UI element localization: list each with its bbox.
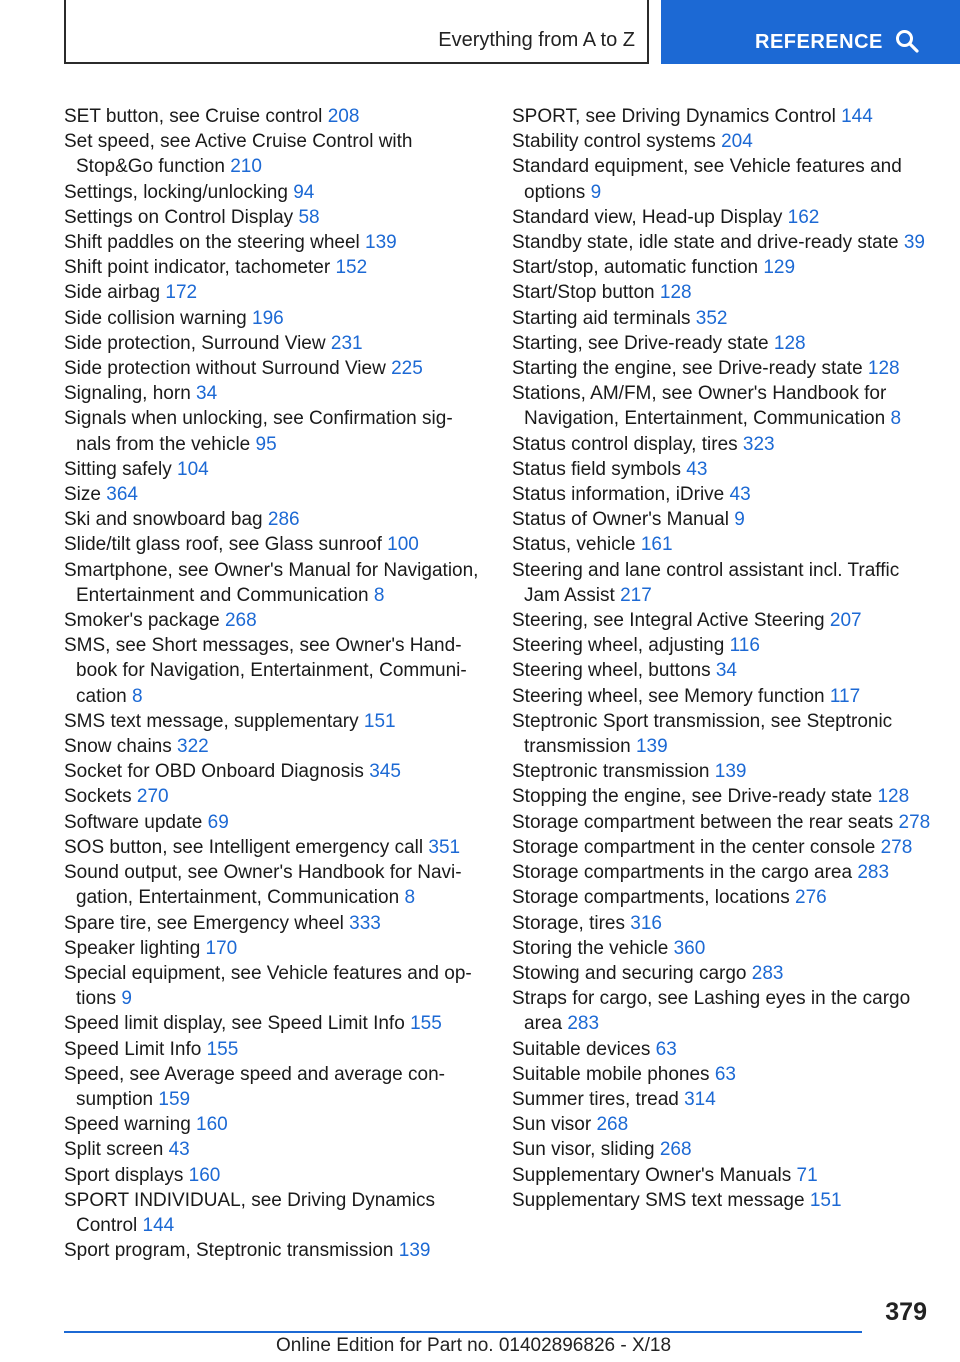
index-term: Sun visor, sliding [512, 1139, 655, 1161]
header-section-box [64, 0, 649, 64]
index-term: Sun visor [512, 1114, 592, 1136]
page-link[interactable]: 151 [363, 710, 396, 732]
page-link[interactable]: 160 [188, 1164, 221, 1186]
page-link[interactable]: 34 [196, 383, 218, 405]
page-link[interactable]: 268 [596, 1114, 629, 1136]
index-term: Ski and snowboard bag [64, 509, 263, 531]
page-link[interactable]: 9 [121, 988, 132, 1010]
index-entry [512, 280, 932, 305]
page-link[interactable]: 9 [590, 181, 602, 203]
index-term: Special equipment, see Vehicle features and op-tions [64, 962, 472, 1010]
page-link[interactable]: 69 [207, 811, 229, 833]
page-link[interactable]: 276 [795, 887, 827, 909]
index-entry [512, 1062, 932, 1087]
index-entry [64, 1137, 484, 1162]
page-link[interactable]: 314 [684, 1088, 716, 1110]
index-entry [512, 961, 932, 986]
index-term: Storing the vehicle [512, 937, 669, 959]
index-entry [64, 1062, 484, 1112]
index-term: SMS, see Short messages, see Owner's Hand-book for Navigation, Entertainment, Communi-cation [64, 635, 467, 707]
index-entry [64, 255, 484, 280]
page-link[interactable]: 333 [349, 912, 381, 934]
index-term: Shift point indicator, tachometer [64, 257, 331, 279]
page-link[interactable]: 364 [106, 484, 138, 506]
index-column-left [64, 104, 484, 1263]
index-term: Sitting safely [64, 458, 172, 480]
index-term: Settings, locking/unlocking [64, 181, 288, 203]
page-link[interactable]: 8 [404, 887, 416, 909]
page-link[interactable]: 360 [673, 937, 706, 959]
index-term: Steering, see Integral Active Steering [512, 610, 825, 632]
page-link[interactable]: 117 [829, 685, 861, 707]
index-term: Start/stop, automatic function [512, 257, 759, 279]
index-term: Signals when unlocking, see Confirmation sig-nals from the vehicle [64, 408, 453, 455]
index-entry [64, 709, 484, 734]
index-term: Signaling, horn [64, 383, 191, 405]
index-entry [64, 961, 484, 1011]
page-link[interactable]: 217 [620, 584, 652, 606]
index-entry [512, 154, 932, 204]
index-entry [512, 709, 932, 759]
index-entry [512, 936, 932, 961]
index-term: Storage compartment between the rear seats [512, 811, 894, 833]
index-term: SET button, see Cruise control [64, 106, 323, 127]
page-link[interactable]: 63 [655, 1038, 677, 1060]
page-link[interactable]: 323 [742, 433, 775, 455]
page-link[interactable]: 128 [659, 282, 692, 304]
index-entry [512, 1037, 932, 1062]
index-entry [64, 608, 484, 633]
index-entry [64, 205, 484, 230]
index-term: Side protection, Surround View [64, 332, 326, 354]
page-link[interactable]: 104 [177, 458, 209, 480]
index-term: Status, vehicle [512, 534, 636, 556]
index-term: Starting, see Drive-ready state [512, 332, 769, 354]
index-entry [64, 406, 484, 456]
page-link[interactable]: 161 [640, 534, 673, 556]
index-entry [512, 255, 932, 280]
index-entry [64, 280, 484, 305]
index-term: Status field symbols [512, 458, 681, 480]
index-entry [64, 860, 484, 910]
index-entry [64, 810, 484, 835]
index-entry [512, 457, 932, 482]
index-term: Status control display, tires [512, 433, 738, 455]
index-entry [64, 1037, 484, 1062]
index-entry [64, 532, 484, 557]
page-link[interactable]: 139 [365, 232, 397, 254]
page-link[interactable]: 151 [809, 1189, 842, 1211]
index-term: Starting the engine, see Drive-ready state [512, 358, 863, 380]
index-term: Steering wheel, buttons [512, 660, 711, 682]
reference-tab-label: REFERENCE [755, 31, 883, 53]
index-term: Storage, tires [512, 912, 625, 934]
index-entry [512, 1137, 932, 1162]
index-term: Stability control systems [512, 131, 716, 153]
index-term: Speed Limit Info [64, 1038, 202, 1060]
index-entry [512, 684, 932, 709]
page-link[interactable]: 8 [373, 584, 385, 606]
page-link[interactable]: 9 [734, 509, 745, 531]
index-entry [512, 230, 932, 255]
page-link[interactable]: 352 [695, 307, 728, 329]
index-entry [512, 1188, 932, 1213]
index-term: Standard view, Head-up Display [512, 206, 783, 228]
index-entry [64, 507, 484, 532]
index-term: Side protection without Surround View [64, 358, 386, 380]
page-link[interactable]: 162 [787, 206, 820, 228]
index-term: SPORT INDIVIDUAL, see Driving Dynamics Control [64, 1189, 435, 1236]
index-entry [512, 331, 932, 356]
page-link[interactable]: 207 [829, 610, 862, 632]
index-term: Straps for cargo, see Lashing eyes in the cargo area [512, 988, 911, 1035]
page-link[interactable]: 170 [205, 937, 238, 959]
index-entry [512, 104, 932, 129]
page-link[interactable]: 155 [206, 1038, 239, 1060]
index-term: Suitable devices [512, 1038, 651, 1060]
index-term: Steering wheel, see Memory function [512, 685, 825, 707]
index-entry [64, 1163, 484, 1188]
page-link[interactable]: 128 [773, 332, 806, 354]
index-term: Stations, AM/FM, see Owner's Handbook for Navigation, Entertainment, Communication [512, 383, 887, 430]
page-link[interactable]: 128 [867, 358, 900, 380]
index-entry [512, 129, 932, 154]
index-entry [64, 180, 484, 205]
index-term: Starting aid terminals [512, 307, 691, 329]
index-term: Spare tire, see Emergency wheel [64, 912, 344, 934]
page-link[interactable]: 100 [387, 534, 419, 556]
index-term: Speed warning [64, 1114, 191, 1136]
page-link[interactable]: 286 [267, 509, 300, 531]
page-link[interactable]: 316 [630, 912, 662, 934]
index-term: Speed, see Average speed and average con-sumption [64, 1063, 445, 1110]
page-link[interactable]: 351 [428, 836, 461, 858]
index-entry [64, 230, 484, 255]
index-entry [64, 911, 484, 936]
index-entry [64, 1188, 484, 1238]
page-link[interactable]: 95 [255, 433, 277, 455]
index-entry [64, 936, 484, 961]
index-term: Software update [64, 811, 203, 833]
index-entry [512, 558, 932, 608]
index-entry [64, 331, 484, 356]
index-term: Storage compartments, locations [512, 887, 790, 909]
index-entry [512, 532, 932, 557]
index-entry [512, 507, 932, 532]
edition-text: Online Edition for Part no. 01402896826 - X/18 [276, 1335, 672, 1356]
index-entry [512, 658, 932, 683]
page-link[interactable]: 63 [714, 1063, 736, 1085]
index-term: SPORT, see Driving Dynamics Control [512, 106, 836, 127]
page-link[interactable]: 225 [391, 358, 423, 380]
page-link[interactable]: 270 [136, 786, 169, 808]
index-entry [64, 104, 484, 129]
index-term: Steptronic Sport transmission, see Steptronic transmission [512, 710, 893, 758]
page-link[interactable]: 144 [142, 1214, 175, 1236]
index-entry [512, 784, 932, 809]
index-entry [64, 129, 484, 179]
index-entry [64, 356, 484, 381]
index-entry [512, 432, 932, 457]
page-link[interactable]: 58 [298, 206, 320, 228]
page-link[interactable]: 144 [841, 106, 873, 127]
section-title: Everything from A to Z [438, 29, 635, 51]
index-term: Socket for OBD Onboard Diagnosis [64, 761, 364, 783]
page-link[interactable]: 116 [729, 635, 760, 657]
index-entry [512, 306, 932, 331]
index-entry [64, 457, 484, 482]
reference-tab[interactable] [661, 0, 960, 64]
page-link[interactable]: 43 [729, 484, 751, 506]
index-term: Summer tires, tread [512, 1088, 679, 1110]
index-entry [512, 381, 932, 431]
index-entry [64, 759, 484, 784]
page-number: 379 [885, 1298, 927, 1326]
index-entry [512, 482, 932, 507]
index-entry [64, 1238, 484, 1263]
index-entry [512, 911, 932, 936]
index-term: Status information, iDrive [512, 484, 725, 506]
page-link[interactable]: 278 [898, 811, 931, 833]
page-link[interactable]: 155 [410, 1013, 442, 1035]
index-entry [64, 381, 484, 406]
page-link[interactable]: 159 [158, 1088, 191, 1110]
index-term: SOS button, see Intelligent emergency call [64, 836, 424, 858]
index-term: Sport program, Steptronic transmission [64, 1240, 394, 1262]
index-term: Stowing and securing cargo [512, 962, 747, 984]
index-entry [512, 986, 932, 1036]
index-term: Side airbag [64, 282, 161, 304]
page-link[interactable]: 283 [751, 962, 784, 984]
index-term: Speed limit display, see Speed Limit Info [64, 1013, 405, 1035]
index-entry [512, 356, 932, 381]
index-term: Sockets [64, 786, 132, 808]
index-entry [512, 810, 932, 835]
page-link[interactable]: 128 [877, 786, 910, 808]
index-term: Supplementary SMS text message [512, 1189, 805, 1211]
index-entry [64, 835, 484, 860]
page-link[interactable]: 71 [796, 1164, 818, 1186]
page-link[interactable]: 34 [715, 660, 737, 682]
page-link[interactable]: 8 [890, 408, 902, 430]
index-entry [512, 633, 932, 658]
index-term: Speaker lighting [64, 937, 201, 959]
index-entry [512, 1163, 932, 1188]
page-link[interactable]: 210 [230, 156, 262, 178]
index-entry [512, 835, 932, 860]
index-entry [512, 1087, 932, 1112]
index-term: Side collision warning [64, 307, 247, 329]
index-term: Settings on Control Display [64, 206, 294, 228]
page-link[interactable]: 196 [252, 307, 284, 329]
page-link[interactable]: 268 [659, 1139, 692, 1161]
page-link[interactable]: 43 [686, 458, 708, 480]
index-term: Size [64, 484, 101, 506]
index-term: Supplementary Owner's Manuals [512, 1164, 792, 1186]
index-term: Storage compartments in the cargo area [512, 862, 853, 884]
index-entry [512, 885, 932, 910]
page-link[interactable]: 172 [165, 282, 198, 304]
index-term: Steering and lane control assistant incl. Traffic Jam Assist [512, 559, 900, 606]
index-entry [512, 860, 932, 885]
index-column-right [512, 104, 932, 1213]
index-entry [64, 558, 484, 608]
footer-divider [64, 1331, 862, 1333]
index-entry [64, 784, 484, 809]
page-link[interactable]: 278 [880, 836, 913, 858]
page-link[interactable]: 283 [567, 1013, 600, 1035]
index-term: Status of Owner's Manual [512, 509, 729, 531]
page-link[interactable]: 160 [196, 1114, 228, 1136]
page-link[interactable]: 152 [335, 257, 368, 279]
page-link[interactable]: 208 [327, 106, 360, 127]
page-link[interactable]: 345 [369, 761, 401, 783]
index-term: Standard equipment, see Vehicle features and options [512, 156, 902, 203]
page-link[interactable]: 322 [177, 736, 209, 758]
index-entry [512, 1112, 932, 1137]
index-entry [64, 1112, 484, 1137]
page-link[interactable]: 139 [714, 761, 747, 783]
page-link[interactable]: 231 [330, 332, 363, 354]
index-entry [64, 306, 484, 331]
index-term: Start/Stop button [512, 282, 655, 304]
index-term: Stopping the engine, see Drive-ready state [512, 786, 873, 808]
index-term: Sound output, see Owner's Handbook for Navi-gation, Entertainment, Communication [64, 862, 462, 909]
page-link[interactable]: 43 [168, 1139, 190, 1161]
index-entry [64, 1011, 484, 1036]
index-entry [512, 205, 932, 230]
page-link[interactable]: 283 [857, 862, 890, 884]
page-link[interactable]: 39 [903, 232, 925, 254]
index-term: Smoker's package [64, 610, 220, 632]
index-term: Standby state, idle state and drive-ready state [512, 232, 899, 254]
index-entry [512, 759, 932, 784]
index-term: Snow chains [64, 736, 172, 758]
search-icon[interactable] [895, 29, 919, 53]
index-entry [64, 633, 484, 709]
index-term: Set speed, see Active Cruise Control with Stop&Go function [64, 131, 413, 178]
page-link[interactable]: 8 [131, 685, 143, 707]
page-link[interactable]: 129 [763, 257, 796, 279]
index-entry [64, 734, 484, 759]
index-entry [512, 608, 932, 633]
index-term: Shift paddles on the steering wheel [64, 232, 360, 254]
page-link[interactable]: 268 [224, 610, 257, 632]
index-term: Split screen [64, 1139, 164, 1161]
index-term: Steptronic transmission [512, 761, 710, 783]
index-term: Smartphone, see Owner's Manual for Navigation, Entertainment and Communication [64, 559, 479, 606]
page-link[interactable]: 94 [293, 181, 315, 203]
page-link[interactable]: 139 [635, 736, 668, 758]
index-term: Slide/tilt glass roof, see Glass sunroof [64, 534, 382, 556]
page-link[interactable]: 139 [398, 1240, 431, 1262]
index-entry [64, 482, 484, 507]
index-term: Storage compartment in the center console [512, 836, 876, 858]
page-link[interactable]: 204 [721, 131, 753, 153]
index-term: SMS text message, supplementary [64, 710, 359, 732]
index-term: Suitable mobile phones [512, 1063, 710, 1085]
index-term: Sport displays [64, 1164, 184, 1186]
index-term: Steering wheel, adjusting [512, 635, 725, 657]
